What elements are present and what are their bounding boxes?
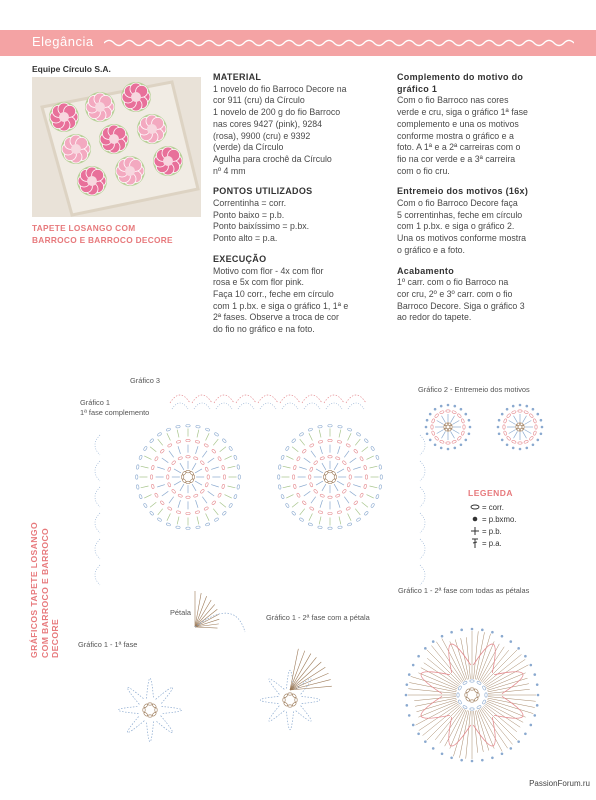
execucao-heading: EXECUÇÃO xyxy=(213,253,267,264)
label-grafico-2: Gráfico 2 - Entremeio dos motivos xyxy=(418,385,530,394)
section-title: Elegância xyxy=(32,34,94,49)
acabamento-heading: Acabamento xyxy=(397,265,455,276)
wave-divider-icon xyxy=(104,35,574,51)
legend-item: = p.bxmo. xyxy=(468,513,516,525)
label-grafico-1: Gráfico 1 xyxy=(80,398,110,407)
tall-stitch-icon xyxy=(468,538,482,549)
label-fase1: Gráfico 1 - 1ª fase xyxy=(78,640,138,649)
rug-photo xyxy=(32,77,201,217)
legend-item: = p.a. xyxy=(468,537,516,549)
legend-item: = corr. xyxy=(468,501,516,513)
label-fase2-todas: Gráfico 1 - 2ª fase com todas as pétalas xyxy=(398,586,530,595)
material-text: 1 novelo do fio Barroco Decore na cor 911 (cru) da Círculo 1 novelo de 200 g do fio Barroco nas cores 9427 (pink), 9284 (rosa), 9900 (cru) e 9392 (verde) da Círculo Agulha para crochê da Círculo nº 4 mm xyxy=(213,83,347,176)
footer-watermark: PassionForum.ru xyxy=(529,779,590,788)
plus-icon xyxy=(468,526,482,536)
charts-side-title: GRÁFICOS TAPETE LOSANGO COM BARROCO E BARROCO DECORE xyxy=(29,521,60,658)
entremeio-text: Com o fio Barroco Decore faça 5 correntinhas, feche em círculo com 1 p.bx. e siga o gráfico 2. Una os motivos conforme mostra o gráfico e a foto. xyxy=(397,198,527,255)
complemento-text: Com o fio Barroco nas cores verde e cru, siga o gráfico 1ª fase complemento e una os motivos conforme mostra o gráfico e a foto. A 1ª e a 2ª carreiras com o fio na cor verde e a 3ª carreira com o fio cru. xyxy=(397,95,528,176)
crochet-charts xyxy=(0,365,596,800)
column-right xyxy=(397,72,572,324)
credit-line: Equipe Círculo S.A. xyxy=(32,64,111,74)
pontos-heading: PONTOS UTILIZADOS xyxy=(213,186,313,197)
dot-icon xyxy=(468,516,482,522)
material-heading: MATERIAL xyxy=(213,72,262,82)
oval-icon xyxy=(468,504,482,510)
label-petala: Pétala xyxy=(170,608,191,617)
photo-caption: TAPETE LOSANGO COM BARROCO E BARROCO DECORE xyxy=(32,223,173,245)
section-banner xyxy=(0,30,596,56)
acabamento-text: 1º carr. com o fio Barroco na cor cru, 2º e 3º carr. com o fio Barroco Decore. Siga o gráfico 3 ao redor do tapete. xyxy=(397,277,525,323)
label-grafico-1-complemento: 1ª fase complemento xyxy=(80,408,150,417)
label-grafico-3: Gráfico 3 xyxy=(130,376,160,385)
complemento-heading: Complemento do motivo do gráfico 1 xyxy=(397,72,524,94)
entremeio-heading: Entremeio dos motivos (16x) xyxy=(397,186,529,197)
pontos-text: Correntinha = corr. Ponto baixo = p.b. Ponto baixíssimo = p.bx. Ponto alto = p.a. xyxy=(213,198,310,244)
legend xyxy=(468,488,516,549)
execucao-text: Motivo com flor - 4x com flor rosa e 5x com flor pink. Faça 10 corr., feche em círculo com 1 p.bx. e siga o gráfico 1, 1ª e 2ª fases. Observe a troca de cor do fio no gráfico e na foto. xyxy=(213,265,349,335)
label-fase2-petala: Gráfico 1 - 2ª fase com a pétala xyxy=(266,613,370,622)
legend-title: LEGENDA xyxy=(468,488,514,498)
column-left xyxy=(213,72,391,336)
legend-item: = p.b. xyxy=(468,525,516,537)
